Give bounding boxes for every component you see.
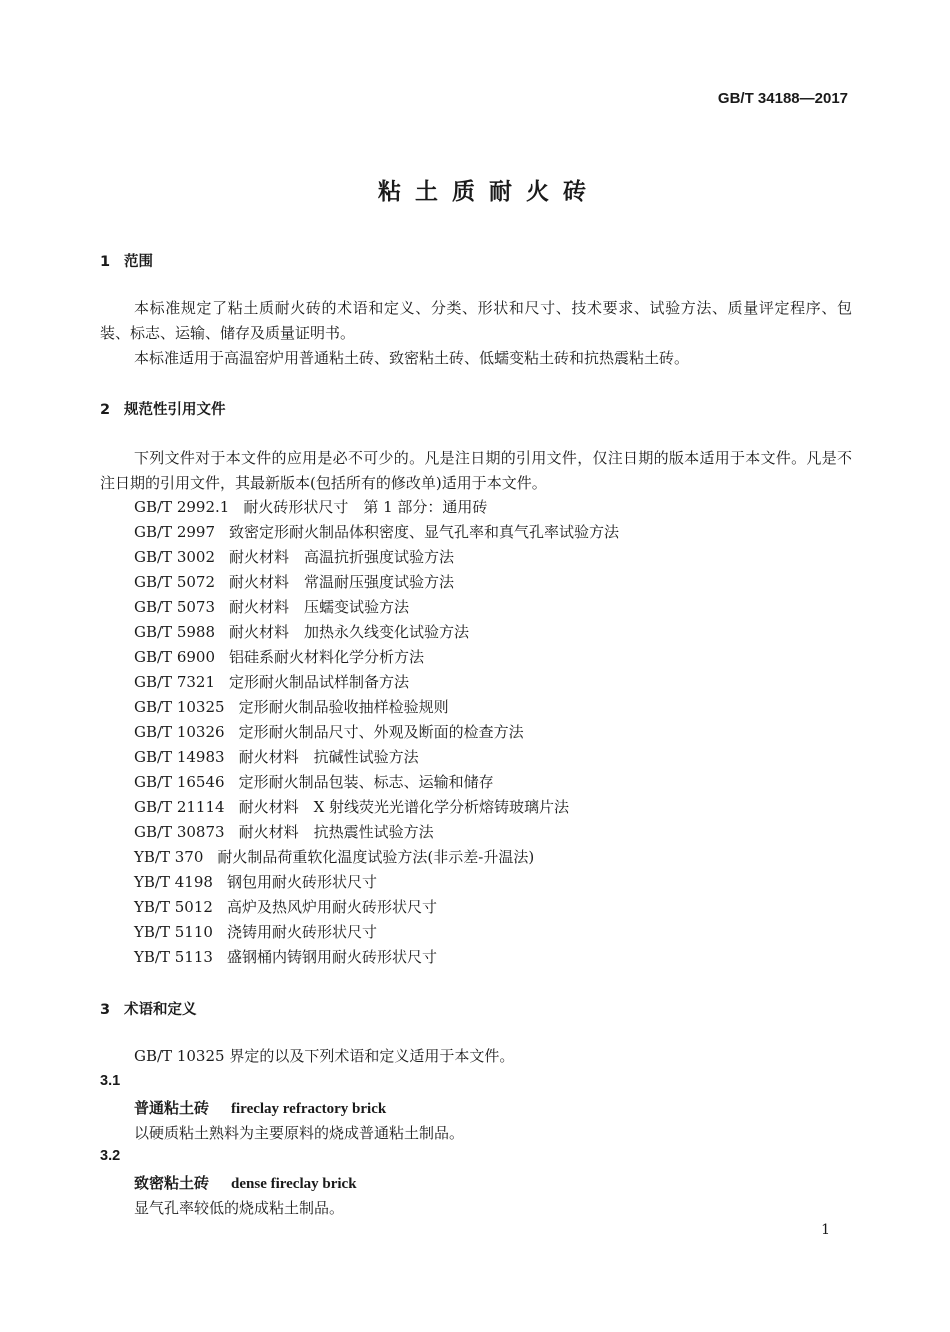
section-title: 规范性引用文件 xyxy=(124,402,226,418)
reference-item xyxy=(134,645,854,670)
reference-title: 定形耐火制品尺寸、外观及断面的检查方法 xyxy=(238,723,524,741)
reference-code: GB/T 5073 xyxy=(134,598,216,616)
reference-code: GB/T 30873 xyxy=(134,823,225,841)
reference-item xyxy=(134,670,854,695)
reference-item xyxy=(134,495,854,520)
reference-item xyxy=(134,770,854,795)
section-heading-normative-references xyxy=(100,398,226,419)
reference-title: 盛钢桶内铸钢用耐火砖形状尺寸 xyxy=(226,948,437,966)
document-title: 粘土质耐火砖 xyxy=(378,179,600,205)
reference-title: 耐火砖形状尺寸 第 1 部分：通用砖 xyxy=(243,498,488,516)
scope-paragraph-2: 本标准适用于高温窑炉用普通粘土砖、致密粘土砖、低蠕变粘土砖和抗热震粘土砖。 xyxy=(134,349,690,367)
reference-item xyxy=(134,795,854,820)
section-title: 范围 xyxy=(124,254,153,270)
reference-code: GB/T 5988 xyxy=(134,623,216,641)
reference-item xyxy=(134,720,854,745)
reference-code: YB/T 5012 xyxy=(134,898,213,916)
term-number: 3.2 xyxy=(100,1148,121,1164)
reference-title: 耐火材料 加热永久线变化试验方法 xyxy=(229,623,470,641)
term-name xyxy=(134,1172,357,1193)
reference-title: 定形耐火制品验收抽样检验规则 xyxy=(238,698,449,716)
section-heading-scope xyxy=(100,250,153,271)
term-name xyxy=(134,1097,386,1118)
reference-code: GB/T 16546 xyxy=(134,773,225,791)
reference-item xyxy=(134,870,854,895)
terms-intro: GB/T 10325 界定的以及下列术语和定义适用于本文件。 xyxy=(134,1047,515,1065)
reference-item xyxy=(134,845,854,870)
reference-code: GB/T 2997 xyxy=(134,523,216,541)
normative-intro: 下列文件对于本文件的应用是必不可少的。凡是注日期的引用文件，仅注日期的版本适用于本文件。凡是不注日期的引用文件，其最新版本(包括所有的修改单)适用于本文件。 xyxy=(100,449,852,492)
section-number: 2 xyxy=(100,402,111,418)
reference-title: 钢包用耐火砖形状尺寸 xyxy=(226,873,377,891)
term-name-zh: 普通粘土砖 xyxy=(134,1099,210,1117)
reference-title: 致密定形耐火制品体积密度、显气孔率和真气孔率试验方法 xyxy=(229,523,620,541)
reference-code: GB/T 2992.1 xyxy=(134,498,230,516)
reference-item xyxy=(134,745,854,770)
reference-code: GB/T 14983 xyxy=(134,748,225,766)
reference-code: GB/T 10326 xyxy=(134,723,225,741)
standard-code: GB/T 34188—2017 xyxy=(717,90,848,107)
reference-code: GB/T 21114 xyxy=(134,798,225,816)
reference-item xyxy=(134,695,854,720)
reference-item xyxy=(134,545,854,570)
reference-title: 耐火材料 高温抗折强度试验方法 xyxy=(229,548,455,566)
reference-code: GB/T 10325 xyxy=(134,698,225,716)
reference-code: GB/T 5072 xyxy=(134,573,216,591)
reference-title: 浇铸用耐火砖形状尺寸 xyxy=(226,923,377,941)
reference-item xyxy=(134,920,854,945)
reference-item xyxy=(134,620,854,645)
reference-item xyxy=(134,595,854,620)
reference-title: 耐火制品荷重软化温度试验方法(非示差-升温法) xyxy=(217,848,535,866)
section-heading-terms xyxy=(100,998,197,1019)
reference-item xyxy=(134,945,854,970)
reference-code: YB/T 4198 xyxy=(134,873,213,891)
term-number: 3.1 xyxy=(100,1073,121,1089)
reference-item xyxy=(134,570,854,595)
reference-title: 耐火材料 抗碱性试验方法 xyxy=(238,748,419,766)
reference-code: YB/T 370 xyxy=(134,848,204,866)
term-name-en: fireclay refractory brick xyxy=(231,1101,387,1117)
scope-paragraph-1: 本标准规定了粘土质耐火砖的术语和定义、分类、形状和尺寸、技术要求、试验方法、质量评定程序、包装、标志、运输、储存及质量证明书。 xyxy=(100,299,852,342)
reference-title: 定形耐火制品包装、标志、运输和储存 xyxy=(238,773,494,791)
section-number: 1 xyxy=(100,254,111,270)
reference-item xyxy=(134,895,854,920)
reference-code: GB/T 6900 xyxy=(134,648,216,666)
reference-item xyxy=(134,520,854,545)
reference-list xyxy=(134,495,854,970)
reference-code: YB/T 5113 xyxy=(134,948,213,966)
reference-title: 铝硅系耐火材料化学分析方法 xyxy=(229,648,425,666)
reference-title: 耐火材料 常温耐压强度试验方法 xyxy=(229,573,455,591)
term-name-zh: 致密粘土砖 xyxy=(134,1174,210,1192)
reference-title: 耐火材料 X 射线荧光光谱化学分析熔铸玻璃片法 xyxy=(238,798,570,816)
section-number: 3 xyxy=(100,1002,111,1018)
term-definition: 以硬质粘土熟料为主要原料的烧成普通粘土制品。 xyxy=(134,1124,465,1142)
term-definition: 显气孔率较低的烧成粘土制品。 xyxy=(134,1199,345,1217)
reference-title: 耐火材料 压蠕变试验方法 xyxy=(229,598,410,616)
section-title: 术语和定义 xyxy=(124,1002,197,1018)
reference-title: 高炉及热风炉用耐火砖形状尺寸 xyxy=(226,898,437,916)
reference-code: GB/T 7321 xyxy=(134,673,216,691)
reference-item xyxy=(134,820,854,845)
term-name-en: dense fireclay brick xyxy=(231,1176,357,1192)
reference-code: GB/T 3002 xyxy=(134,548,216,566)
reference-code: YB/T 5110 xyxy=(134,923,213,941)
reference-title: 耐火材料 抗热震性试验方法 xyxy=(238,823,434,841)
page-number: 1 xyxy=(821,1222,830,1238)
reference-title: 定形耐火制品试样制备方法 xyxy=(229,673,410,691)
